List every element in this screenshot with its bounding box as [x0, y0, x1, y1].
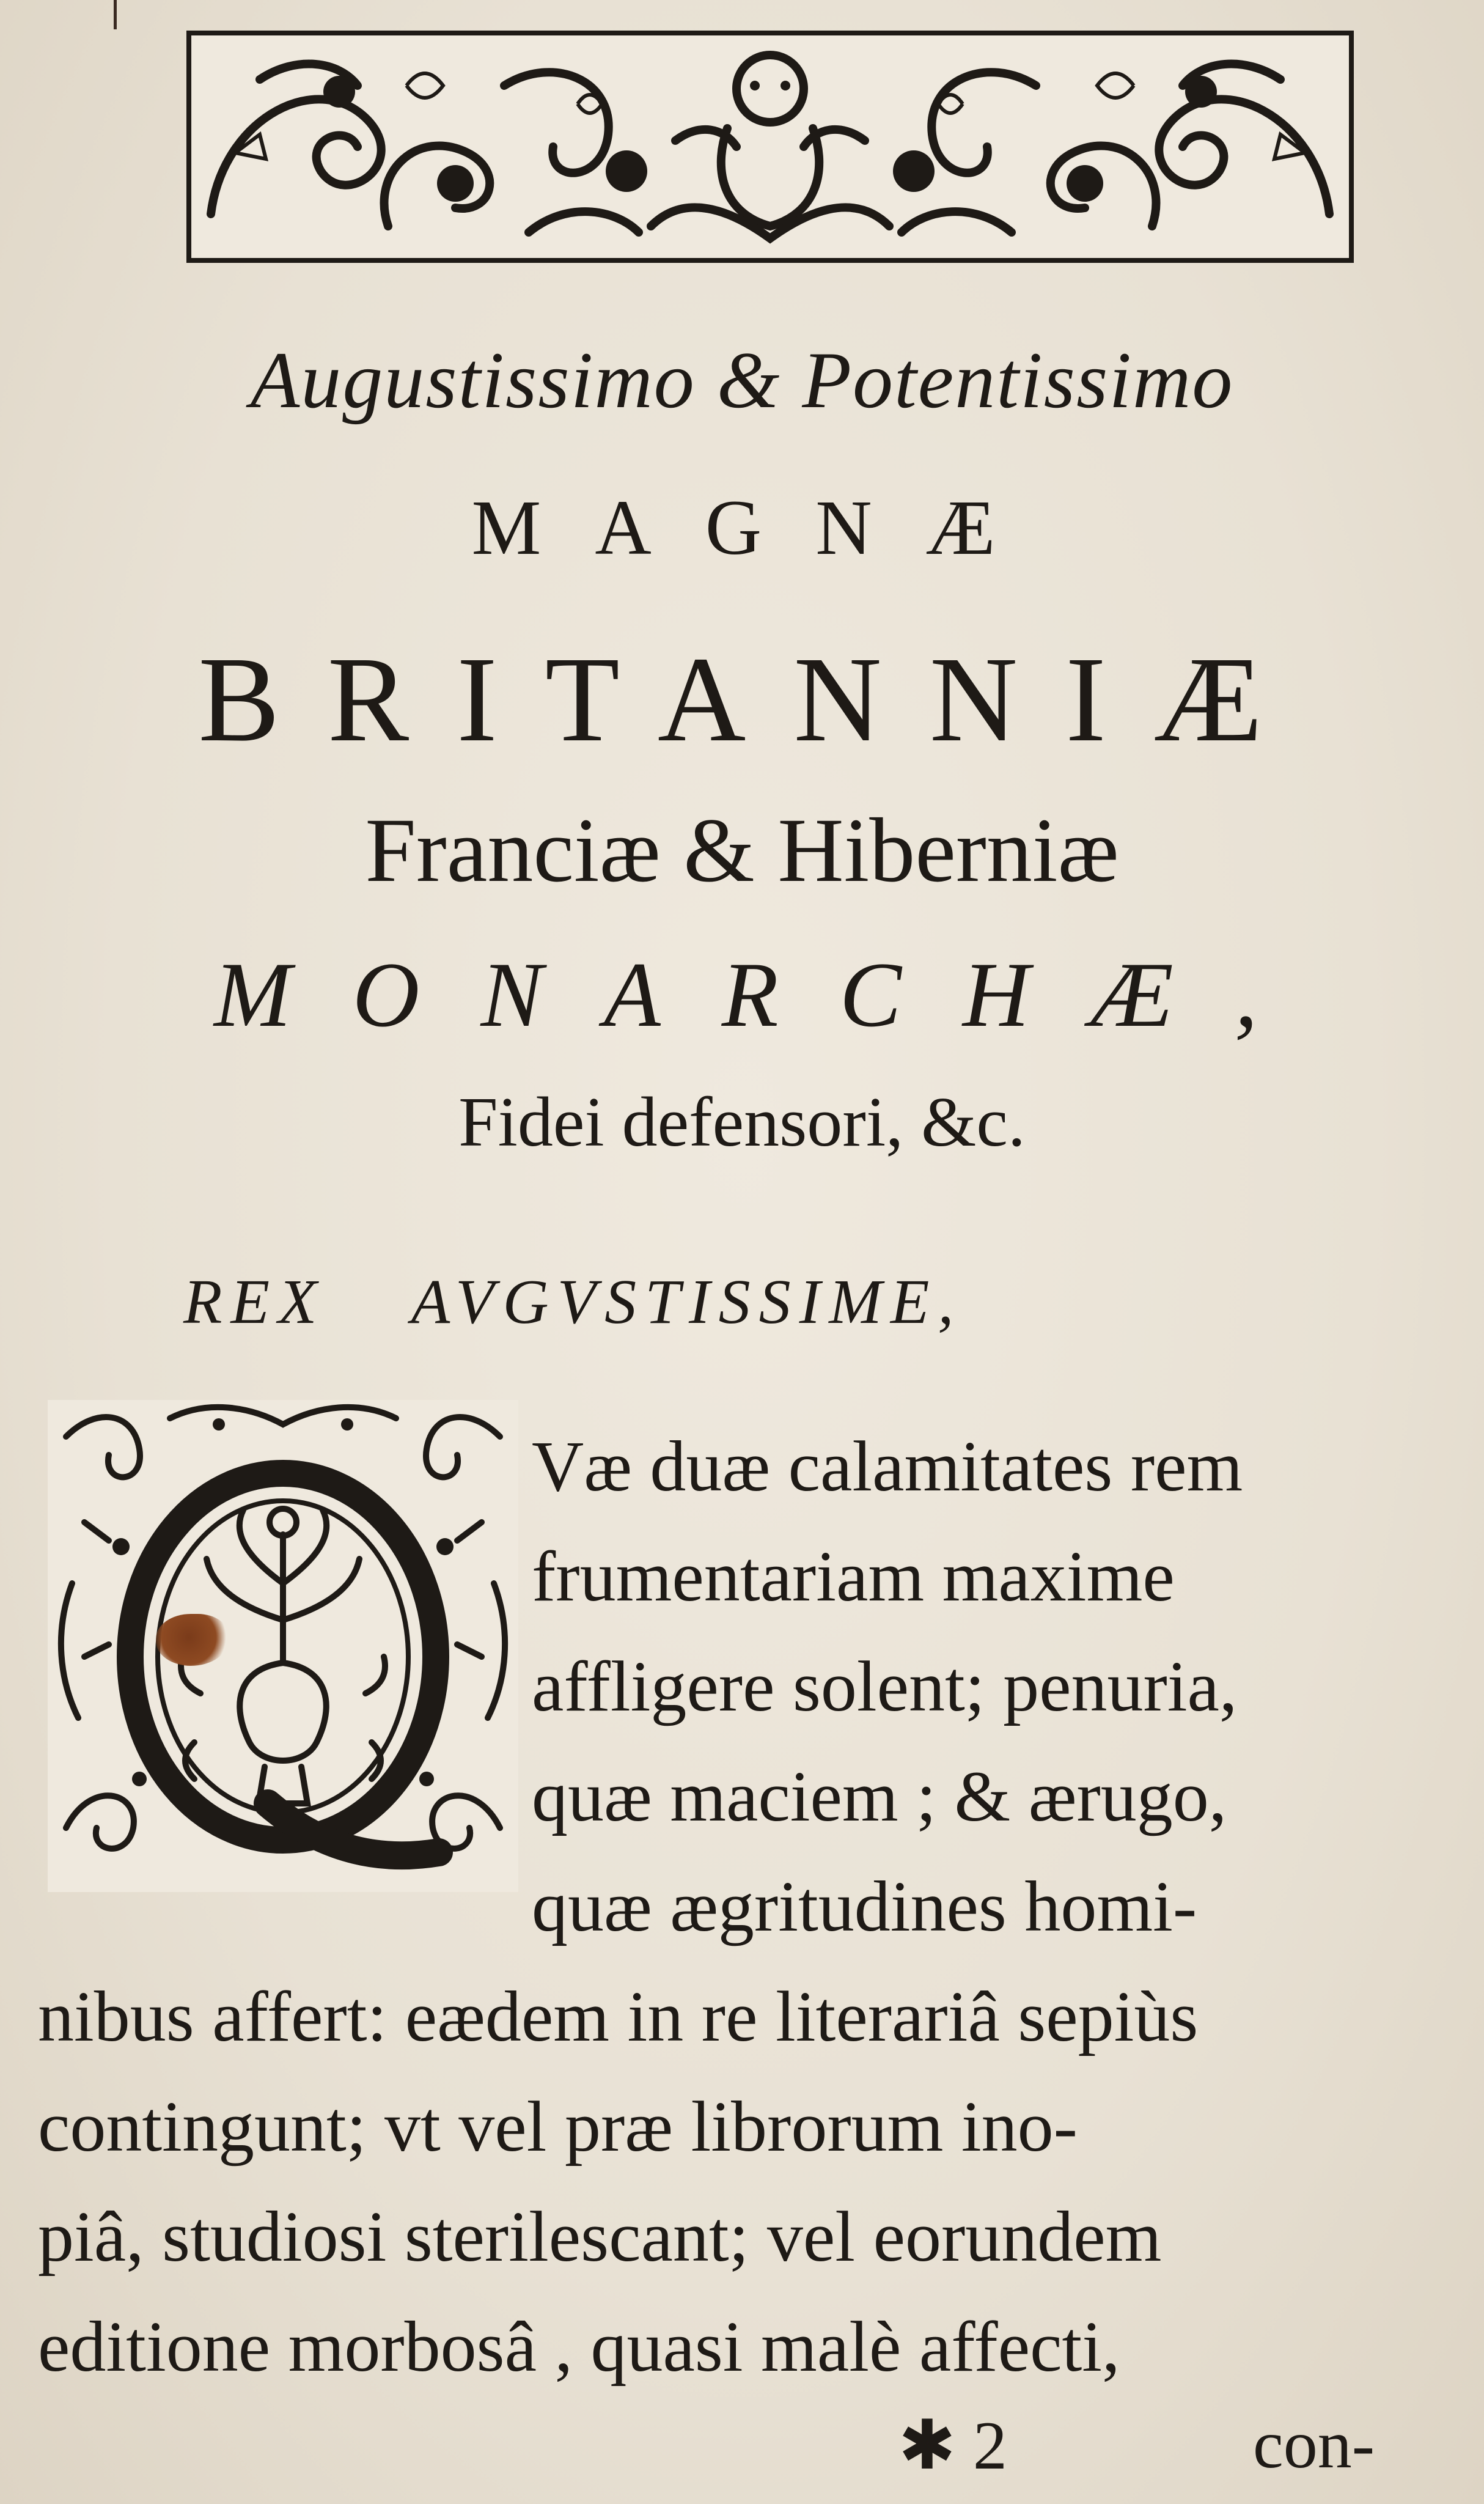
dedication-line-augustissimo: Augustissimo & Potentissimo: [250, 335, 1234, 425]
text-line-5: quæ ægritudines homi-: [532, 1866, 1197, 1946]
text-line-2: frumentariam maxime: [532, 1536, 1175, 1616]
dedication-line-franciae: Franciæ & Hiberniæ: [365, 800, 1119, 901]
text-line-7: contingunt; vt vel præ librorum ino-: [38, 2086, 1078, 2167]
signature-mark: ✱ 2: [898, 2408, 1007, 2484]
text-line-9: editione morbosâ , quasi malè affecti,: [38, 2307, 1120, 2387]
salutation-rex: REX: [183, 1267, 326, 1337]
page-edge-mark: [114, 0, 117, 29]
text-line-4: quæ maciem ; & ærugo,: [532, 1756, 1227, 1836]
text-line-3: affligere solent; penuria,: [532, 1646, 1238, 1726]
catchword: con-: [1253, 2407, 1375, 2483]
dedication-line-monarchae: MONARCHÆ,: [214, 943, 1319, 1046]
text-line-1: Væ duæ calamitates rem: [532, 1426, 1243, 1506]
salutation-augustissime: AVGVSTISSIME,: [411, 1267, 963, 1337]
decorated-initial-q-icon: [48, 1400, 518, 1892]
dedication-line-britanniae: BRITANNIÆ: [198, 632, 1310, 767]
ornamental-woodcut-headpiece-icon: [186, 31, 1354, 263]
dedication-line-fidei: Fidei defensori, &c.: [458, 1083, 1026, 1162]
salutation: [183, 1265, 962, 1338]
dedication-line-magnae: MAGNÆ: [471, 484, 1049, 571]
text-line-6: nibus affert: eædem in re literariâ sepiùs: [38, 1976, 1199, 2057]
text-line-8: piâ, studiosi sterilescant; vel eorundem: [38, 2197, 1162, 2277]
